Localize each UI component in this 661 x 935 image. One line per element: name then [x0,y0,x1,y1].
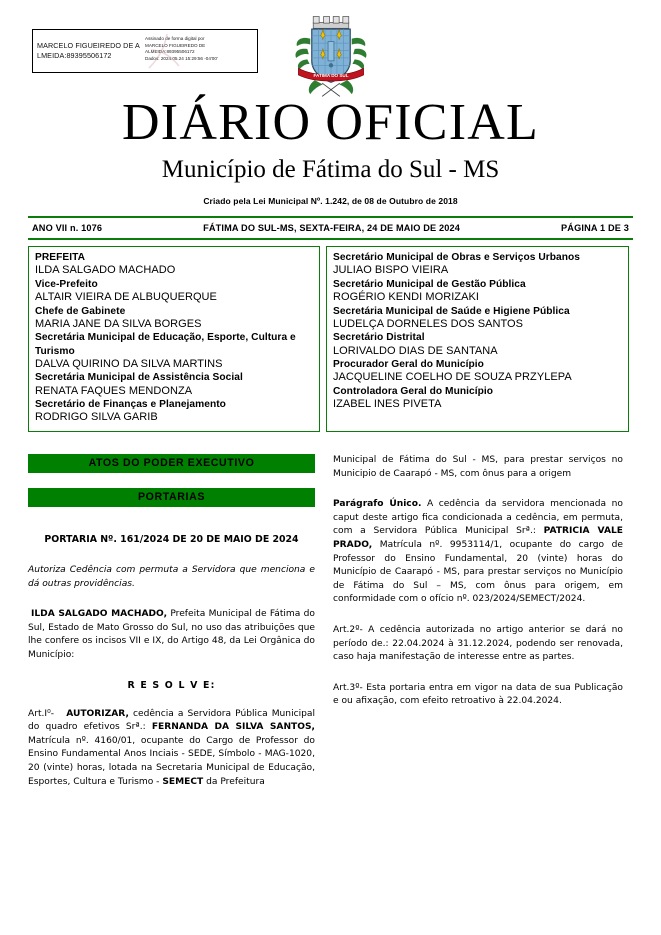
section-banner-executive: ATOS DO PODER EXECUTIVO [28,454,315,473]
official-role: Vice-Prefeito [35,278,98,290]
official-name: ILDA SALGADO MACHADO [35,264,176,277]
infobar-rule-bottom [28,238,633,240]
official-role: Secretária Municipal de Assistência Social [35,372,243,384]
portaria-preamble [28,608,315,662]
official-role: Secretário Municipal de Gestão Pública [333,278,526,290]
signature-signer-name: MARCELO FIGUEIREDO DE ALMEIDA:89395506172 [37,41,140,60]
coat-of-arms-icon [294,6,368,98]
official-name: ALTAIR VIEIRA DE ALBUQUERQUE [35,291,217,303]
masthead [28,95,633,207]
official-role: Controladora Geral do Município [333,385,494,397]
spacer [28,691,315,708]
official-role: Chefe de Gabinete [35,305,126,317]
body-column-left [28,454,315,789]
official-name: ROGÉRIO KENDI MORIZAKI [333,291,479,303]
official-role: Secretário Distrital [333,332,425,344]
officials-table [28,246,633,432]
paragrafo-unico-text-1: A cedência da servidora mencionada no caput deste artigo fica condicionada a cedência, em permuta, com a Servidora Pública Municipal Srª.: [333,499,623,537]
signature-line-2: MARCELO FIGUEIREDO DE [145,42,206,48]
page-indicator: PÁGINA 1 DE 3 [561,223,629,233]
official-role: PREFEITA [35,252,86,263]
article-1-text-3-continued: da Prefeitura [203,776,265,787]
body-column-right [333,454,623,789]
article-1-text-1: cedência a Servidora Pública Municipal do quadro efetivos Srª.: [28,708,315,733]
spacer [333,481,623,498]
official-role: Secretária Municipal de Educação, Esporte, Cultura e Turismo [35,332,296,357]
paragrafo-unico-label: Parágrafo Único. [333,499,422,510]
official-name: JULIAO BISPO VIEIRA [333,264,449,277]
masthead-law-reference: Criado pela Lei Municipal Nº. 1.242, de 08 de Outubro de 2018 [203,196,458,206]
portaria-article-3: Art.3º- Esta portaria entra em vigor na data de sua Publicação e ou afixação, com efeito retroativo à 22.04.2024. [333,682,623,707]
header-top-row [28,0,633,95]
page-title: DIÁRIO OFICIAL [122,94,539,151]
infobar-wrapper [28,216,633,240]
resolve-heading: R E S O L V E: [127,679,216,691]
officials-column-right [326,246,629,432]
paragrafo-unico-text-2: Matrícula nº. 9953114/1, ocupante do cargo de Professor do Ensino Fundamental, 20 (vinte) horas do Município de Caarapó - MS, para prestar serviços no Município de Fátima do Sul – MS, com ônus para origem, em conformidade com o ofício nº. 023/2024/SEMECT/2024. [333,539,623,605]
official-name: JACQUELINE COELHO DE SOUZA PRZYLEPA [333,371,572,384]
officials-column-left [28,246,320,432]
official-name: MARIA JANE DA SILVA BORGES [35,317,202,330]
spacer [28,591,315,608]
official-role: Secretário de Finanças e Planejamento [35,399,226,411]
official-name: LORIVALDO DIAS DE SANTANA [333,344,498,357]
signature-details [143,30,257,72]
spacer [28,547,315,564]
official-name: RENATA FAQUES MENDONZA [35,384,193,397]
infobar [28,218,633,238]
article-1-acronym: SEMECT [162,776,204,787]
signature-line-3: ALMEIDA:89395506172 [145,49,195,55]
article-1-label: Art.I⁰- [28,708,55,719]
spacer [28,663,315,680]
portaria-title: PORTARIA Nº. 161/2024 DE 20 DE MAIO DE 2024 [44,533,299,545]
paragrafo-unico [333,498,623,607]
official-role: Procurador Geral do Município [333,359,484,371]
digital-signature-box [32,29,258,73]
official-name: LUDELÇA DORNELES DOS SANTOS [333,317,524,330]
article-1-verb: AUTORIZAR, [66,708,129,719]
official-role: Secretário Municipal de Obras e Serviços Urbanos [333,252,580,263]
article-1-servant-name: FERNANDA DA SILVA SANTOS, [151,722,315,733]
spacer [28,507,315,533]
body-columns [28,454,633,789]
article-1-continuation: Municipal de Fátima do Sul - MS, para prestar serviços no Municipio de Caarapó - MS, com ônus para a origem [333,454,623,479]
preamble-authority-name: ILDA SALGADO MACHADO, [31,609,168,620]
portaria-article-2: Art.2º- A cedência autorizada no artigo anterior se dará no período de.: 22.04.2024 à 31.12.2024, podendo ser renovada, caso haja manifestação de interesse entre as partes. [333,624,623,663]
section-banner-portarias: PORTARIAS [28,488,315,507]
official-name: DALVA QUIRINO DA SILVA MARTINS [35,357,223,370]
emblem-ribbon-text: FATIMA DO SUL [312,72,349,78]
portaria-article-1 [28,708,315,790]
masthead-subtitle: Município de Fátima do Sul - MS [161,156,500,183]
portaria-ementa: Autoriza Cedência com permuta a Servidora que menciona e dá outras providências. [28,564,315,589]
signature-line-1: Assinado de forma digital por [145,36,205,41]
signature-line-4: Dados: 2024.05.24 15:29:56 -04'00' [145,55,218,61]
preamble-text: Prefeita Municipal de Fátima do Sul, Estado de Mato Grosso do Sul, no uso das atribuições que lhe confere os incisos VII e IX, do Artigo 48, da Lei Orgânica do Município: [28,609,315,660]
official-role: Secretária Municipal de Saúde e Higiene Pública [333,305,570,317]
official-name: IZABEL INES PIVETA [333,398,442,411]
edition-number: ANO VII n. 1076 [32,223,103,233]
official-name: RODRIGO SILVA GARIB [35,411,158,424]
spacer [333,665,623,682]
paragrafo-unico-servant-name: PATRICIA VALE PRADO, [333,526,623,550]
spacer [333,607,623,624]
place-and-date: FÁTIMA DO SUL-MS, SEXTA-FEIRA, 24 DE MAIO DE 2024 [203,223,461,233]
article-1-text-2: Matrícula nº. 4160/01, ocupante do Cargo de Professor do Ensino Fundamental Anos Inciais - SEDE, Símbolo - MAG-1020, 20 (vinte) horas, lotada na Secretaria Municipal de Educação, Esportes, Cultura e Turismo - [28,735,315,787]
